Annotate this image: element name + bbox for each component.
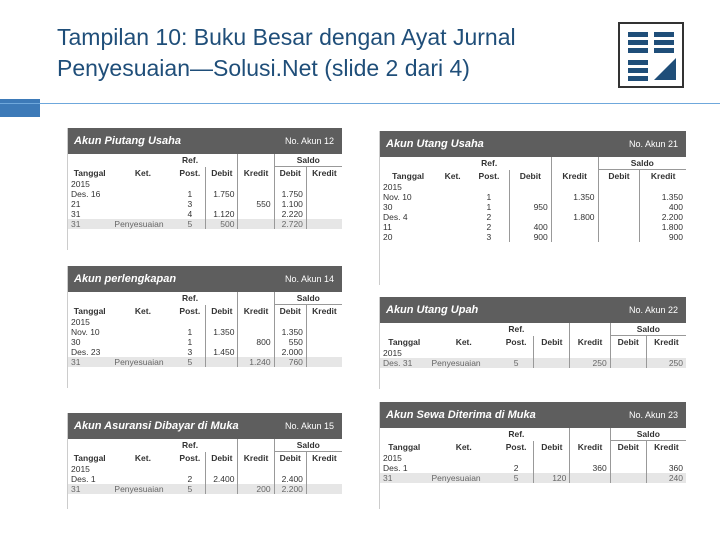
ledger-account-number: No. Akun 21	[628, 139, 678, 149]
table-row: 20 3 900 900	[380, 232, 686, 242]
table-row: 11 2 400 1.800	[380, 222, 686, 232]
col-post: Post.	[174, 305, 205, 318]
col-saldo-kredit: Kredit	[306, 305, 342, 318]
col-debit: Debit	[509, 170, 551, 183]
col-kredit: Kredit	[551, 170, 598, 183]
ledger-6	[379, 402, 686, 509]
col-saldo-debit: Debit	[274, 167, 306, 180]
table-row: Nov. 10 1 1.350 1.350	[380, 192, 686, 202]
ledger-account-number: No. Akun 23	[628, 410, 678, 420]
ledger-2	[67, 266, 342, 388]
ledger-account-number: No. Akun 15	[284, 421, 334, 431]
ledger-table	[380, 428, 686, 483]
table-row: Des. 4 2 1.800 2.200	[380, 212, 686, 222]
col-ket: Ket.	[436, 170, 469, 183]
table-row: 2015	[68, 464, 342, 474]
col-ref: Ref.	[499, 323, 534, 336]
ledger-name: Akun Piutang Usaha	[74, 135, 181, 147]
col-saldo: Saldo	[274, 292, 342, 305]
ledger-table	[68, 439, 342, 494]
col-saldo-debit: Debit	[274, 305, 306, 318]
ledger-name: Akun perlengkapan	[74, 273, 177, 285]
table-row: Nov. 10 1 1.350 1.350	[68, 327, 342, 337]
ledger-header	[68, 128, 342, 154]
ledger-header	[68, 413, 342, 439]
table-row: 30 1 950 400	[380, 202, 686, 212]
col-post: Post.	[174, 167, 205, 180]
col-ket: Ket.	[111, 305, 174, 318]
col-ref: Ref.	[174, 292, 205, 305]
logo-icon	[618, 22, 684, 88]
ledger-name: Akun Sewa Diterima di Muka	[386, 409, 536, 421]
table-row: Des. 1 2 360 360	[380, 463, 686, 473]
ledger-account-number: No. Akun 12	[284, 136, 334, 146]
col-debit: Debit	[206, 167, 238, 180]
table-row: 2015	[380, 182, 686, 192]
table-row: 21 3 550 1.100	[68, 199, 342, 209]
ledger-1	[67, 128, 342, 250]
ledger-name: Akun Utang Upah	[386, 304, 479, 316]
table-row: Des. 1 2 2.400 2.400	[68, 474, 342, 484]
col-kredit: Kredit	[570, 336, 610, 349]
col-tanggal: Tanggal	[68, 305, 111, 318]
slide-title	[57, 22, 667, 84]
col-ref: Ref.	[469, 157, 509, 170]
table-row: 30 1 800 550	[68, 337, 342, 347]
col-kredit: Kredit	[570, 441, 610, 454]
col-saldo: Saldo	[274, 439, 342, 452]
title-line-2: Penyesuaian—Solusi.Net (slide 2 dari 4)	[57, 55, 470, 81]
col-saldo-debit: Debit	[598, 170, 640, 183]
col-saldo-debit: Debit	[610, 441, 646, 454]
ledger-5	[379, 297, 686, 389]
col-saldo-kredit: Kredit	[640, 170, 686, 183]
ledger-header	[380, 402, 686, 428]
ledger-header	[380, 297, 686, 323]
col-kredit: Kredit	[238, 167, 274, 180]
col-tanggal: Tanggal	[380, 336, 429, 349]
ledger-account-number: No. Akun 22	[628, 305, 678, 315]
col-ket: Ket.	[111, 167, 174, 180]
col-tanggal: Tanggal	[380, 441, 429, 454]
col-ref: Ref.	[174, 154, 205, 167]
ledger-header	[68, 266, 342, 292]
col-ket: Ket.	[111, 452, 174, 465]
col-ket: Ket.	[429, 336, 499, 349]
ledger-name: Akun Utang Usaha	[386, 138, 484, 150]
title-line-1: Tampilan 10: Buku Besar dengan Ayat Jurnal	[57, 24, 516, 50]
col-saldo-kredit: Kredit	[306, 167, 342, 180]
ledger-table	[380, 323, 686, 368]
col-ket: Ket.	[429, 441, 499, 454]
col-kredit: Kredit	[238, 305, 274, 318]
ledger-3	[67, 413, 342, 509]
col-saldo: Saldo	[274, 154, 342, 167]
col-post: Post.	[174, 452, 205, 465]
table-row: 2015	[380, 348, 686, 358]
col-tanggal: Tanggal	[68, 452, 111, 465]
table-row: 2015	[68, 317, 342, 327]
col-post: Post.	[469, 170, 509, 183]
table-row: 31 Penyesuaian 5 500 2.720	[68, 219, 342, 229]
col-saldo-debit: Debit	[274, 452, 306, 465]
ledger-header	[380, 131, 686, 157]
table-row: 2015	[380, 453, 686, 463]
col-ref: Ref.	[499, 428, 534, 441]
ledger-4	[379, 131, 686, 285]
col-saldo: Saldo	[598, 157, 686, 170]
col-saldo: Saldo	[610, 428, 686, 441]
accent-bar	[0, 99, 40, 117]
col-saldo-debit: Debit	[610, 336, 646, 349]
col-saldo-kredit: Kredit	[646, 336, 686, 349]
col-debit: Debit	[534, 336, 570, 349]
col-saldo-kredit: Kredit	[306, 452, 342, 465]
col-post: Post.	[499, 441, 534, 454]
table-row: 31 Penyesuaian 5 200 2.200	[68, 484, 342, 494]
col-post: Post.	[499, 336, 534, 349]
table-row: 31 Penyesuaian 5 120 240	[380, 473, 686, 483]
col-saldo: Saldo	[610, 323, 686, 336]
col-kredit: Kredit	[238, 452, 274, 465]
ledger-table	[380, 157, 686, 242]
ledger-table	[68, 292, 342, 367]
col-debit: Debit	[534, 441, 570, 454]
divider	[0, 103, 720, 104]
table-row: 31 Penyesuaian 5 1.240 760	[68, 357, 342, 367]
col-tanggal: Tanggal	[380, 170, 436, 183]
table-row: 31 4 1.120 2.220	[68, 209, 342, 219]
table-row: Des. 16 1 1.750 1.750	[68, 189, 342, 199]
col-debit: Debit	[206, 452, 238, 465]
ledger-table	[68, 154, 342, 229]
col-debit: Debit	[206, 305, 238, 318]
ledger-account-number: No. Akun 14	[284, 274, 334, 284]
table-row: Des. 31 Penyesuaian 5 250 250	[380, 358, 686, 368]
col-tanggal: Tanggal	[68, 167, 111, 180]
table-row: Des. 23 3 1.450 2.000	[68, 347, 342, 357]
table-row: 2015	[68, 179, 342, 189]
ledger-name: Akun Asuransi Dibayar di Muka	[74, 420, 239, 432]
col-ref: Ref.	[174, 439, 205, 452]
col-saldo-kredit: Kredit	[646, 441, 686, 454]
